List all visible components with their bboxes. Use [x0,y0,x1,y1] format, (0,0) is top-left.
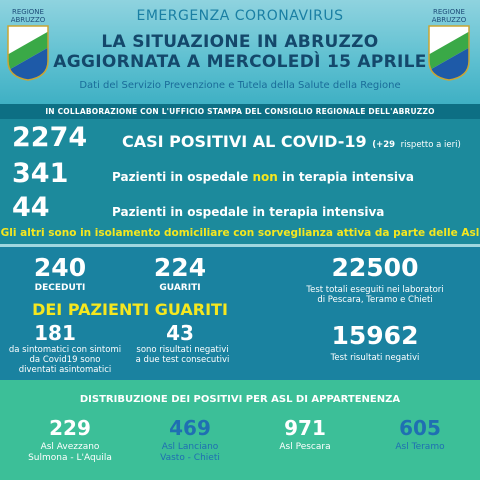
asintomatici-desc-line1: da sintomatici con sintomi [8,345,122,355]
logo-label: REGIONE ABRUZZO [10,8,46,24]
asl-avezzano-label [10,442,130,464]
asl-lanciano-label [130,442,250,464]
page-title-line2: AGGIORNATA A MERCOLEDÌ 15 APRILE [53,52,427,72]
negativi-value: 43 [166,321,194,345]
asl-avezzano-line2: Sulmona - L'Aquila [28,453,112,463]
asl-teramo-value: 605 [399,416,441,440]
logo-label: REGIONE ABRUZZO [431,8,467,24]
ospedale-ti-value: 44 [12,192,50,223]
negativi-desc-line1: sono risultati negativi [136,345,229,355]
distribution-title: DISTRIBUZIONE DEI POSITIVI PER ASL DI APPARTENENZA [79,394,401,405]
deceduti-label: DECEDUTI [34,283,86,293]
asl-avezzano-value: 229 [49,416,91,440]
guariti-value: 224 [153,253,207,282]
positivi-row [122,132,461,151]
asl-avezzano-line1: Asl Avezzano [40,442,100,452]
dei-guariti-heading: DEI PAZIENTI GUARITI [32,300,228,319]
asintomatici-desc [0,345,130,375]
positivi-delta: (+29 [372,140,396,150]
asl-lanciano-value: 469 [169,416,211,440]
asl-pescara-value: 971 [284,416,326,440]
negativi-desc [125,345,240,365]
asl-pescara-label: Asl Pescara [279,442,331,452]
positivi-value: 2274 [12,122,88,153]
ospedale-non-highlight: non [252,170,278,184]
positivi-label: CASI POSITIVI AL COVID-19 [122,132,367,151]
test-negativi-value: 15962 [331,321,419,350]
ospedale-non-value: 341 [12,158,69,189]
asintomatici-desc-line2: da Covid19 sono [29,355,101,365]
positivi-delta-suffix: rispetto a ieri) [400,140,461,150]
ospedale-ti-label: Pazienti in ospedale in terapia intensiva [112,205,385,219]
emergency-label: EMERGENZA CORONAVIRUS [136,8,344,24]
page-title-line1: LA SITUAZIONE IN ABRUZZO [101,32,379,52]
test-totali-desc-line1: Test totali eseguiti nei laboratori [306,285,444,295]
asl-teramo-label: Asl Teramo [395,442,445,452]
test-totali-desc [280,285,470,305]
test-totali-desc-line2: di Pescara, Teramo e Chieti [317,295,433,305]
distribution-section [0,380,480,480]
ospedale-non-label-before: Pazienti in ospedale [112,170,249,184]
middle-section [0,247,480,380]
guariti-label: GUARITI [159,283,201,293]
deceduti-value: 240 [33,253,87,282]
asl-lanciano-line2: Vasto - Chieti [160,453,220,463]
ospedale-non-label-after: in terapia intensiva [281,170,414,184]
asintomatici-value: 181 [34,321,76,345]
test-totali-value: 22500 [331,253,419,282]
isolamento-note: Gli altri sono in isolamento domiciliare con sorveglianza attiva da parte delle Asl [0,227,480,239]
test-negativi-desc: Test risultati negativi [330,353,420,363]
asintomatici-desc-line3: diventati asintomatici [18,365,112,375]
header [0,0,480,104]
asl-lanciano-line1: Asl Lanciano [161,442,219,452]
subtitle: Dati del Servizio Prevenzione e Tutela della Salute della Regione [79,80,401,91]
ospedale-non-row [112,170,414,184]
negativi-desc-line2: a due test consecutivi [135,355,230,365]
collab-banner: IN COLLABORAZIONE CON L'UFFICIO STAMPA DEL CONSIGLIO REGIONALE DELL'ABRUZZO [0,104,480,119]
